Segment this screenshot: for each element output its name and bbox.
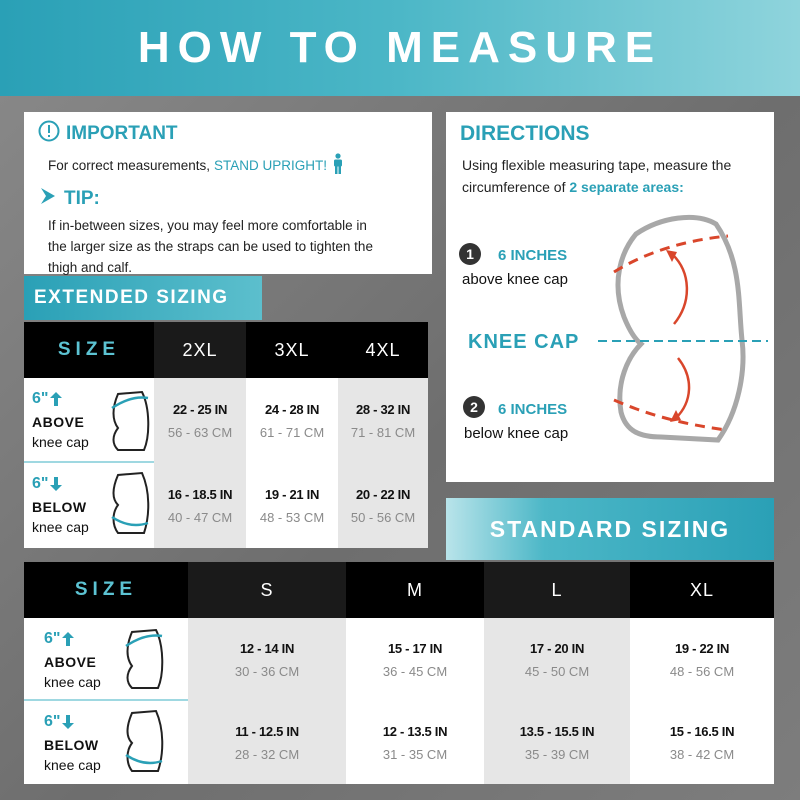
size-cm: 50 - 56 CM bbox=[350, 509, 416, 525]
arrow-down-icon bbox=[62, 715, 74, 729]
important-panel bbox=[24, 112, 432, 274]
step2-value: 6 INCHES bbox=[498, 401, 568, 418]
page-title: HOW TO MEASURE bbox=[137, 23, 663, 72]
standard-col-l: L bbox=[484, 562, 630, 618]
standard-cell-s-above bbox=[188, 618, 346, 701]
step1-value: 6 INCHES bbox=[498, 247, 568, 264]
size-inches: 12 - 14 IN bbox=[239, 640, 295, 656]
size-cm: 30 - 36 CM bbox=[234, 663, 300, 679]
extended-col-2xl: 2XL bbox=[154, 322, 246, 378]
arrow-up-icon bbox=[50, 392, 62, 406]
important-text-prefix: For correct measurements, bbox=[48, 158, 211, 173]
knee-cap-sub-label: knee cap bbox=[32, 519, 89, 535]
extended-cell-4xl-above bbox=[338, 378, 428, 463]
size-cm: 48 - 56 CM bbox=[669, 663, 735, 679]
standard-cell-xl-above bbox=[630, 618, 774, 701]
arrow-up-icon bbox=[62, 632, 74, 646]
below-label: BELOW bbox=[32, 499, 87, 515]
important-title: IMPORTANT bbox=[66, 122, 178, 144]
size-inches: 16 - 18.5 IN bbox=[167, 486, 233, 502]
extended-cell-2xl-above bbox=[154, 378, 246, 463]
knee-cap-sub-label: knee cap bbox=[44, 674, 101, 690]
standard-col-m: M bbox=[346, 562, 484, 618]
step1-desc: above knee cap bbox=[462, 271, 568, 288]
size-inches: 19 - 21 IN bbox=[264, 486, 320, 502]
knee-above-icon bbox=[106, 388, 152, 452]
extended-row-below-label bbox=[24, 463, 154, 548]
size-inches: 15 - 16.5 IN bbox=[669, 723, 735, 739]
size-inches: 19 - 22 IN bbox=[674, 640, 730, 656]
knee-cap-label: KNEE CAP bbox=[468, 331, 580, 353]
exclamation-icon bbox=[38, 120, 60, 147]
size-cm: 61 - 71 CM bbox=[259, 424, 325, 440]
standard-cell-l-above bbox=[484, 618, 630, 701]
extended-sizing-label: EXTENDED SIZING bbox=[24, 276, 262, 320]
standard-col-xl: XL bbox=[630, 562, 774, 618]
six-inch-label: 6" bbox=[32, 390, 49, 407]
knee-below-icon bbox=[120, 709, 166, 775]
knee-outline bbox=[618, 217, 743, 440]
extended-cell-2xl-below bbox=[154, 463, 246, 548]
standard-row-above-label bbox=[24, 618, 188, 701]
tip-body: If in-between sizes, you may feel more comfortable in the larger size as the straps can be used to tighten the thigh and calf. bbox=[48, 218, 373, 275]
size-inches: 17 - 20 IN bbox=[529, 640, 585, 656]
size-inches: 20 - 22 IN bbox=[355, 486, 411, 502]
chevron-right-icon bbox=[38, 186, 58, 211]
size-cm: 45 - 50 CM bbox=[524, 663, 590, 679]
size-inches: 24 - 28 IN bbox=[264, 401, 320, 417]
size-cm: 38 - 42 CM bbox=[669, 746, 735, 762]
size-cm: 31 - 35 CM bbox=[382, 746, 448, 762]
arrow-up-curve bbox=[672, 254, 687, 324]
knee-cap-sub-label: knee cap bbox=[32, 434, 89, 450]
standard-size-header: SIZE bbox=[24, 562, 188, 618]
standard-cell-m-above bbox=[346, 618, 484, 701]
size-cm: 48 - 53 CM bbox=[259, 509, 325, 525]
size-cm: 36 - 45 CM bbox=[382, 663, 448, 679]
tip-title: TIP: bbox=[64, 187, 100, 209]
standard-col-s: S bbox=[188, 562, 346, 618]
knee-below-icon bbox=[106, 471, 152, 537]
standard-size-table bbox=[24, 562, 774, 784]
size-inches: 15 - 17 IN bbox=[387, 640, 443, 656]
size-cm: 56 - 63 CM bbox=[167, 424, 233, 440]
above-label: ABOVE bbox=[44, 654, 97, 670]
size-cm: 40 - 47 CM bbox=[167, 509, 233, 525]
size-inches: 13.5 - 15.5 IN bbox=[519, 723, 595, 739]
extended-col-3xl: 3XL bbox=[246, 322, 338, 378]
standard-sizing-label: STANDARD SIZING bbox=[446, 498, 774, 560]
directions-text-emphasis: 2 separate areas: bbox=[569, 179, 684, 195]
standard-cell-m-below bbox=[346, 701, 484, 784]
size-inches: 22 - 25 IN bbox=[172, 401, 228, 417]
size-cm: 71 - 81 CM bbox=[350, 424, 416, 440]
extended-col-4xl: 4XL bbox=[338, 322, 428, 378]
six-inch-label: 6" bbox=[32, 475, 49, 492]
size-inches: 28 - 32 IN bbox=[355, 401, 411, 417]
arrow-down-curve bbox=[676, 358, 689, 418]
standard-cell-s-below bbox=[188, 701, 346, 784]
standard-cell-l-below bbox=[484, 701, 630, 784]
directions-panel bbox=[446, 112, 774, 482]
step2-number: 2 bbox=[470, 399, 478, 415]
size-inches: 12 - 13.5 IN bbox=[382, 723, 448, 739]
knee-cap-sub-label: knee cap bbox=[44, 757, 101, 773]
extended-size-header: SIZE bbox=[24, 322, 154, 378]
directions-text-prefix: Using flexible measuring tape, measure the circumference of bbox=[462, 157, 732, 195]
six-inch-label: 6" bbox=[44, 630, 61, 647]
arrow-down-icon bbox=[50, 477, 62, 491]
extended-cell-3xl-below bbox=[246, 463, 338, 548]
standard-cell-xl-below bbox=[630, 701, 774, 784]
extended-size-table bbox=[24, 322, 428, 548]
size-cm: 28 - 32 CM bbox=[234, 746, 300, 762]
directions-title: DIRECTIONS bbox=[460, 122, 590, 145]
extended-cell-4xl-below bbox=[338, 463, 428, 548]
important-text bbox=[48, 153, 418, 178]
size-inches: 11 - 12.5 IN bbox=[235, 723, 299, 739]
standard-row-below-label bbox=[24, 701, 188, 784]
extended-row-above-label bbox=[24, 378, 154, 463]
stand-upright-emphasis: STAND UPRIGHT! bbox=[214, 158, 328, 173]
step1-number: 1 bbox=[466, 246, 474, 262]
six-inch-label: 6" bbox=[44, 713, 61, 730]
step2-desc: below knee cap bbox=[464, 425, 569, 442]
page-header bbox=[0, 0, 800, 96]
above-label: ABOVE bbox=[32, 414, 85, 430]
extended-cell-3xl-above bbox=[246, 378, 338, 463]
person-standing-icon bbox=[331, 153, 345, 178]
knee-diagram bbox=[446, 112, 774, 482]
below-label: BELOW bbox=[44, 737, 99, 753]
size-cm: 35 - 39 CM bbox=[524, 746, 590, 762]
knee-above-icon bbox=[120, 626, 166, 690]
